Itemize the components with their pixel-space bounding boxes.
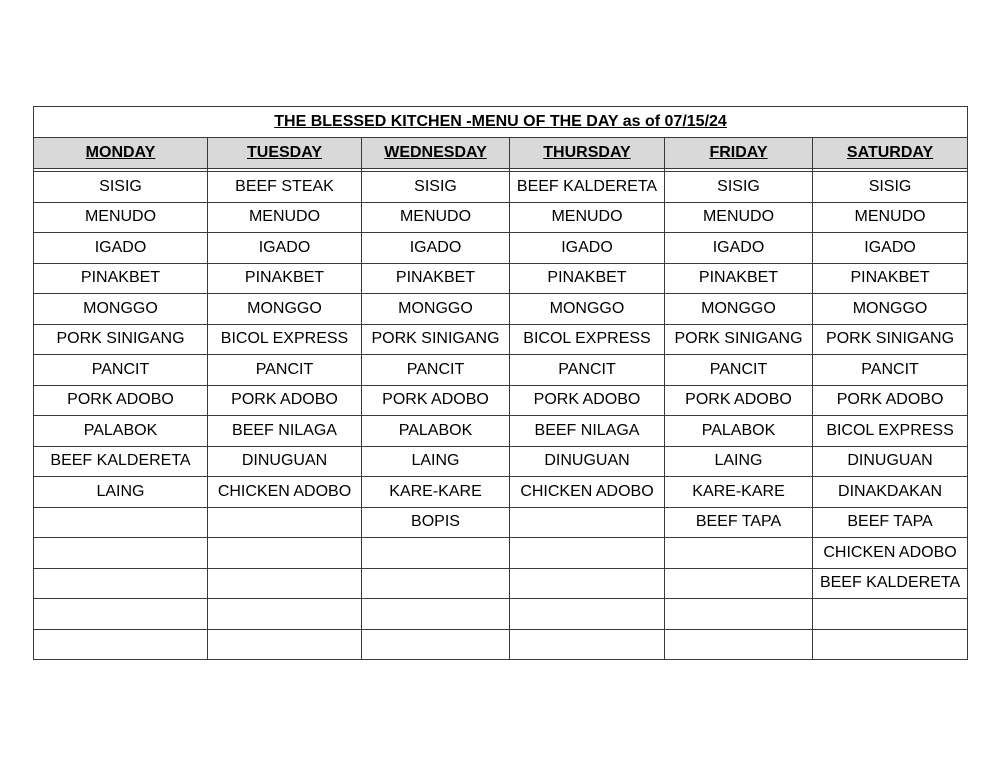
dish-cell-monday: LAING [34, 477, 208, 508]
day-header-thursday: THURSDAY [510, 138, 665, 169]
dish-cell-tuesday: PORK ADOBO [208, 385, 362, 416]
menu-row [34, 355, 968, 386]
dish-cell-monday: SISIG [34, 172, 208, 203]
dish-cell-thursday [510, 538, 665, 569]
dish-cell-saturday: BEEF TAPA [813, 507, 968, 538]
menu-row [34, 324, 968, 355]
dish-cell-monday: PINAKBET [34, 263, 208, 294]
dish-cell-monday [34, 538, 208, 569]
dish-cell-thursday: BICOL EXPRESS [510, 324, 665, 355]
dish-cell-thursday [510, 599, 665, 630]
dish-cell-wednesday [362, 599, 510, 630]
dish-cell-saturday: PANCIT [813, 355, 968, 386]
dish-cell-friday: PANCIT [665, 355, 813, 386]
dish-cell-wednesday: PALABOK [362, 416, 510, 447]
dish-cell-saturday: MONGGO [813, 294, 968, 325]
dish-cell-thursday [510, 629, 665, 660]
dish-cell-friday: PORK ADOBO [665, 385, 813, 416]
dish-cell-thursday [510, 507, 665, 538]
dish-cell-monday: PALABOK [34, 416, 208, 447]
dish-cell-wednesday: PORK SINIGANG [362, 324, 510, 355]
dish-cell-thursday: IGADO [510, 233, 665, 264]
dish-cell-monday [34, 629, 208, 660]
menu-row [34, 538, 968, 569]
dish-cell-friday: PORK SINIGANG [665, 324, 813, 355]
dish-cell-friday [665, 629, 813, 660]
menu-row [34, 568, 968, 599]
dish-cell-monday [34, 568, 208, 599]
menu-row [34, 294, 968, 325]
menu-row [34, 477, 968, 508]
menu-row [34, 629, 968, 660]
day-header-tuesday: TUESDAY [208, 138, 362, 169]
dish-cell-tuesday [208, 538, 362, 569]
dish-cell-wednesday: PINAKBET [362, 263, 510, 294]
dish-cell-wednesday: BOPIS [362, 507, 510, 538]
title-row [34, 107, 968, 138]
dish-cell-thursday: CHICKEN ADOBO [510, 477, 665, 508]
dish-cell-monday: PANCIT [34, 355, 208, 386]
dish-cell-saturday: DINUGUAN [813, 446, 968, 477]
dish-cell-saturday: IGADO [813, 233, 968, 264]
dish-cell-wednesday: IGADO [362, 233, 510, 264]
dish-cell-monday: BEEF KALDERETA [34, 446, 208, 477]
dish-cell-saturday: CHICKEN ADOBO [813, 538, 968, 569]
day-header-wednesday: WEDNESDAY [362, 138, 510, 169]
dish-cell-friday: BEEF TAPA [665, 507, 813, 538]
dish-cell-wednesday: MENUDO [362, 202, 510, 233]
dish-cell-thursday: PORK ADOBO [510, 385, 665, 416]
dish-cell-wednesday: LAING [362, 446, 510, 477]
dish-cell-monday: PORK SINIGANG [34, 324, 208, 355]
dish-cell-tuesday [208, 629, 362, 660]
dish-cell-tuesday: MONGGO [208, 294, 362, 325]
dish-cell-saturday: SISIG [813, 172, 968, 203]
dish-cell-thursday: DINUGUAN [510, 446, 665, 477]
menu-title: THE BLESSED KITCHEN -MENU OF THE DAY as of 07/15/24 [34, 107, 968, 138]
dish-cell-thursday: MENUDO [510, 202, 665, 233]
dish-cell-monday [34, 599, 208, 630]
dish-cell-monday: IGADO [34, 233, 208, 264]
menu-row [34, 263, 968, 294]
dish-cell-saturday: PORK SINIGANG [813, 324, 968, 355]
dish-cell-friday: MONGGO [665, 294, 813, 325]
menu-body [34, 172, 968, 660]
dish-cell-saturday [813, 629, 968, 660]
dish-cell-thursday [510, 568, 665, 599]
dish-cell-tuesday: PANCIT [208, 355, 362, 386]
dish-cell-friday [665, 538, 813, 569]
dish-cell-thursday: BEEF NILAGA [510, 416, 665, 447]
dish-cell-saturday: PINAKBET [813, 263, 968, 294]
dish-cell-tuesday: BICOL EXPRESS [208, 324, 362, 355]
dish-cell-tuesday [208, 599, 362, 630]
dish-cell-thursday: PINAKBET [510, 263, 665, 294]
dish-cell-saturday: PORK ADOBO [813, 385, 968, 416]
menu-sheet [33, 106, 967, 660]
dish-cell-tuesday: CHICKEN ADOBO [208, 477, 362, 508]
dish-cell-friday: MENUDO [665, 202, 813, 233]
dish-cell-thursday: MONGGO [510, 294, 665, 325]
dish-cell-wednesday: SISIG [362, 172, 510, 203]
dish-cell-tuesday: BEEF STEAK [208, 172, 362, 203]
dish-cell-friday [665, 568, 813, 599]
dish-cell-friday: KARE-KARE [665, 477, 813, 508]
dish-cell-friday: PALABOK [665, 416, 813, 447]
dish-cell-wednesday [362, 538, 510, 569]
menu-row [34, 385, 968, 416]
menu-row [34, 233, 968, 264]
menu-row [34, 172, 968, 203]
dish-cell-tuesday [208, 568, 362, 599]
dish-cell-monday [34, 507, 208, 538]
dish-cell-wednesday [362, 629, 510, 660]
day-header-saturday: SATURDAY [813, 138, 968, 169]
menu-row [34, 599, 968, 630]
dish-cell-saturday: BICOL EXPRESS [813, 416, 968, 447]
dish-cell-saturday: DINAKDAKAN [813, 477, 968, 508]
dish-cell-tuesday: IGADO [208, 233, 362, 264]
dish-cell-friday: SISIG [665, 172, 813, 203]
dish-cell-friday: PINAKBET [665, 263, 813, 294]
day-header-friday: FRIDAY [665, 138, 813, 169]
dish-cell-saturday: MENUDO [813, 202, 968, 233]
dish-cell-tuesday: PINAKBET [208, 263, 362, 294]
dish-cell-monday: MENUDO [34, 202, 208, 233]
dish-cell-tuesday: DINUGUAN [208, 446, 362, 477]
dish-cell-tuesday: BEEF NILAGA [208, 416, 362, 447]
day-header-row [34, 138, 968, 169]
dish-cell-monday: MONGGO [34, 294, 208, 325]
menu-row [34, 507, 968, 538]
dish-cell-thursday: PANCIT [510, 355, 665, 386]
dish-cell-wednesday: PORK ADOBO [362, 385, 510, 416]
dish-cell-wednesday: MONGGO [362, 294, 510, 325]
dish-cell-wednesday: KARE-KARE [362, 477, 510, 508]
dish-cell-friday [665, 599, 813, 630]
dish-cell-monday: PORK ADOBO [34, 385, 208, 416]
menu-row [34, 446, 968, 477]
dish-cell-friday: LAING [665, 446, 813, 477]
dish-cell-wednesday [362, 568, 510, 599]
day-header-monday: MONDAY [34, 138, 208, 169]
dish-cell-tuesday: MENUDO [208, 202, 362, 233]
dish-cell-saturday [813, 599, 968, 630]
dish-cell-friday: IGADO [665, 233, 813, 264]
dish-cell-saturday: BEEF KALDERETA [813, 568, 968, 599]
dish-cell-thursday: BEEF KALDERETA [510, 172, 665, 203]
dish-cell-wednesday: PANCIT [362, 355, 510, 386]
menu-row [34, 416, 968, 447]
menu-table [33, 106, 968, 660]
menu-row [34, 202, 968, 233]
dish-cell-tuesday [208, 507, 362, 538]
